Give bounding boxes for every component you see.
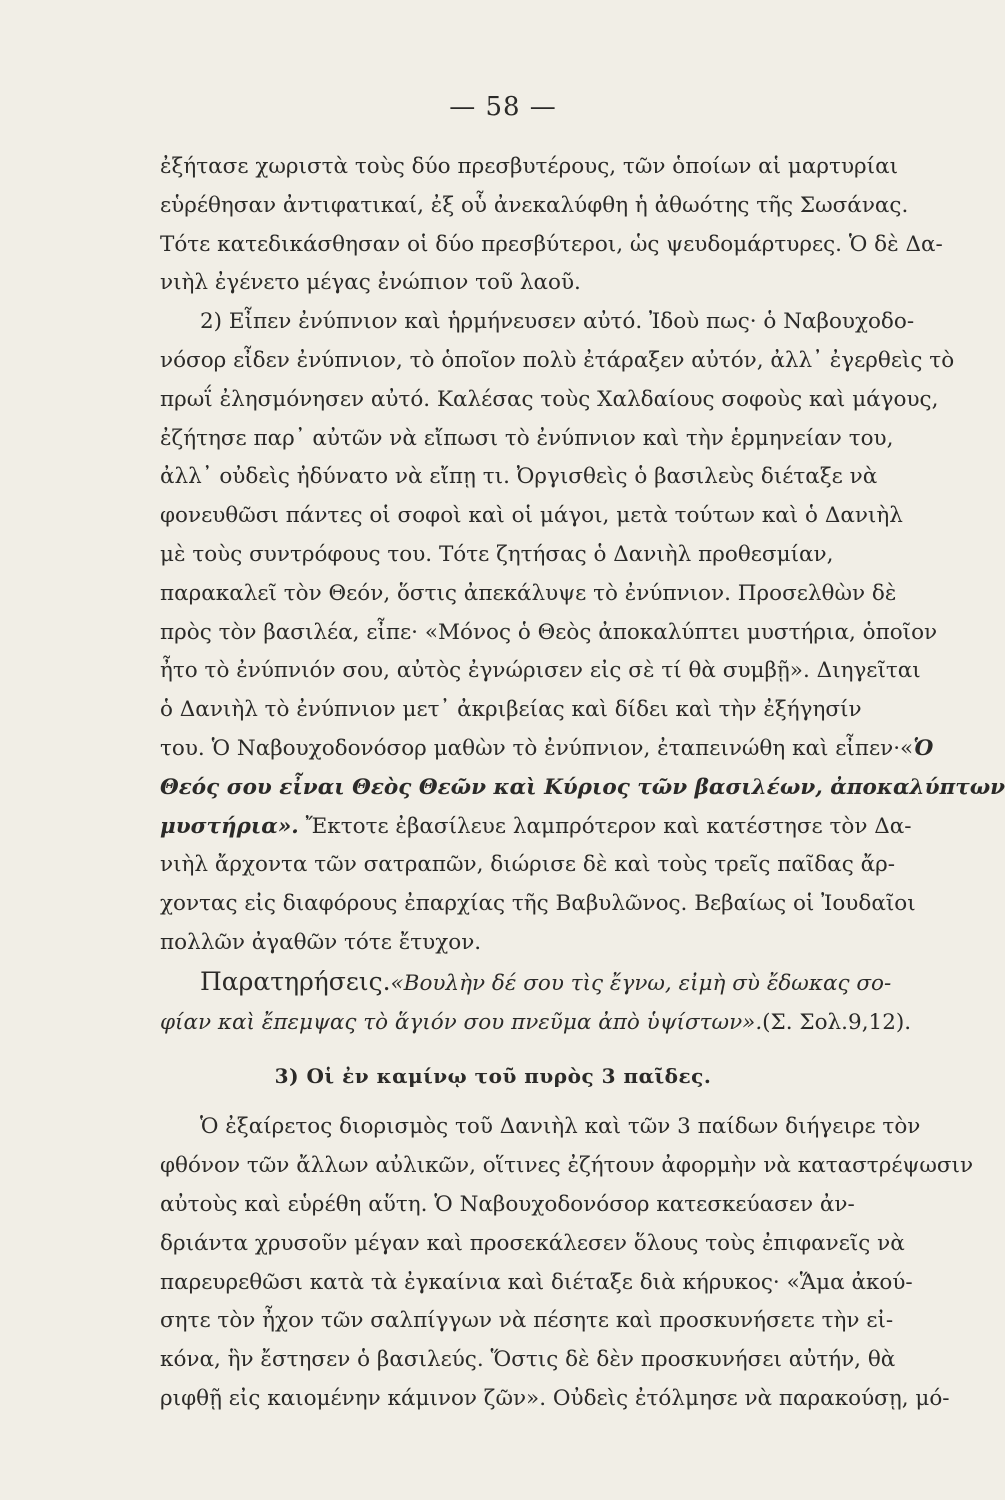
paragraph-3 — [160, 1108, 974, 1418]
text-line: πολλῶν ἀγαθῶν τότε ἔτυχον. — [160, 929, 482, 955]
text-line: παρευρεθῶσι κατὰ τὰ ἐγκαίνια καὶ διέταξε διὰ κήρυκος· «Ἅμα ἀκού- — [160, 1269, 913, 1295]
text-line: ἐξήτασε χωριστὰ τοὺς δύο πρεσβυτέρους, τῶν ὁποίων αἱ μαρτυρίαι — [160, 154, 899, 179]
text-line: φθόνον τῶν ἄλλων αὐλικῶν, οἵτινες ἐζήτουν ἀφορμὴν νὰ καταστρέψωσιν — [160, 1153, 974, 1179]
text-line: αὐτοὺς καὶ εὑρέθη αὕτη. Ὁ Ναβουχοδονόσορ κατεσκεύασεν ἀν- — [160, 1191, 855, 1217]
text-segment: του. Ὁ Ναβουχοδονόσορ μαθὼν τὸ ἐνύπνιον, ἐταπεινώθη καὶ εἶπεν·« — [160, 735, 914, 761]
text-segment: Ἔκτοτε ἐβασίλευε λαμπρότερον καὶ κατέστησε τὸν Δα- — [298, 813, 912, 839]
text-line: ἐζήτησε παρ᾽ αὐτῶν νὰ εἴπωσι τὸ ἐνύπνιον καὶ τὴν ἑρμηνείαν του, — [160, 425, 894, 451]
text-line: κόνα, ἣν ἔστησεν ὁ βασιλεύς. Ὅστις δὲ δὲν προσκυνήσει αὐτήν, θὰ — [160, 1347, 896, 1373]
observations-quote: «Βουλὴν δέ σου τὶς ἔγνω, εἰμὴ σὺ ἔδωκας σο- — [390, 970, 892, 996]
text-line — [160, 1004, 912, 1043]
text-line: 2) Εἶπεν ἐνύπνιον καὶ ἡρμήνευσεν αὐτό. Ἰδοὺ πως· ὁ Ναβουχοδο- — [200, 309, 915, 335]
text-line: εὑρέθησαν ἀντιφατικαί, ἐξ οὗ ἀνεκαλύφθη ἡ ἀθωότης τῆς Σωσάνας. — [160, 192, 909, 218]
observations-quote: φίαν καὶ ἔπεμψας τὸ ἅγιόν σου πνεῦμα ἀπὸ ὑψίστων». — [160, 1009, 763, 1035]
text-line: νιὴλ ἐγένετο μέγας ἐνώπιον τοῦ λαοῦ. — [160, 270, 581, 296]
paragraph-1 — [160, 148, 943, 303]
text-line: νόσορ εἶδεν ἐνύπνιον, τὸ ὁποῖον πολὺ ἐτάραξεν αὐτόν, ἀλλ᾽ ἐγερθεὶς τὸ — [160, 347, 955, 373]
observations-label: Παρατηρήσεις. — [200, 966, 391, 996]
text-line: νιὴλ ἄρχοντα τῶν σατραπῶν, διώρισε δὲ καὶ τοὺς τρεῖς παῖδας ἄρ- — [160, 852, 896, 878]
observations-reference: (Σ. Σολ.9,12). — [762, 1009, 912, 1035]
text-line: δριάντα χρυσοῦν μέγαν καὶ προσεκάλεσεν ὅλους τοὺς ἐπιφανεῖς νὰ — [160, 1230, 905, 1256]
text-line: ριφθῇ εἰς καιομένην κάμινον ζῶν». Οὐδεὶς ἐτόλμησε νὰ παρακούσῃ, μό- — [160, 1385, 950, 1411]
text-line: πρὸς τὸν βασιλέα, εἶπε· «Μόνος ὁ Θεὸς ἀποκαλύπτει μυστήρια, ὁποῖον — [160, 619, 938, 645]
quote-segment: Θεός σου εἶναι Θεὸς Θεῶν καὶ Κύριος τῶν βασιλέων, ἀποκαλύπτων — [160, 774, 1005, 800]
text-line: φονευθῶσι πάντες οἱ σοφοὶ καὶ οἱ μάγοι, μετὰ τούτων καὶ ὁ Δανιὴλ — [160, 503, 903, 529]
text-line — [160, 808, 912, 847]
text-line: χοντας εἰς διαφόρους ἐπαρχίας τῆς Βαβυλῶνος. Βεβαίως οἱ Ἰουδαῖοι — [160, 891, 916, 917]
text-line: μὲ τοὺς συντρόφους του. Τότε ζητήσας ὁ Δανιὴλ προθεσμίαν, — [160, 541, 834, 567]
text-line: ἀλλ᾽ οὐδεὶς ἠδύνατο νὰ εἴπῃ τι. Ὀργισθεὶς ὁ βασιλεὺς διέταξε νὰ — [160, 464, 878, 490]
quote-segment: Ὁ — [913, 735, 934, 761]
text-line — [160, 963, 892, 1004]
text-line: πρωΐ ἐλησμόνησεν αὐτό. Καλέσας τοὺς Χαλδαίους σοφοὺς καὶ μάγους, — [160, 386, 939, 412]
section-title: 3) Οἱ ἐν καμίνῳ τοῦ πυρὸς 3 παῖδες. — [274, 1064, 712, 1089]
text-line: παρακαλεῖ τὸν Θεόν, ὅστις ἀπεκάλυψε τὸ ἐνύπνιον. Προσελθὼν δὲ — [160, 580, 897, 606]
page-number: — 58 — — [449, 92, 557, 122]
text-line — [160, 730, 934, 769]
text-line — [160, 769, 1005, 808]
text-line: ὁ Δανιὴλ τὸ ἐνύπνιον μετ᾽ ἀκριβείας καὶ δίδει καὶ τὴν ἐξήγησίν — [160, 697, 862, 723]
text-line: Τότε κατεδικάσθησαν οἱ δύο πρεσβύτεροι, ὡς ψευδομάρτυρες. Ὁ δὲ Δα- — [160, 231, 943, 257]
paragraph-2 — [160, 303, 1005, 963]
text-line: σητε τὸν ἦχον τῶν σαλπίγγων νὰ πέσητε καὶ προσκυνήσετε τὴν εἰ- — [160, 1308, 894, 1334]
text-line: Ὁ ἐξαίρετος διορισμὸς τοῦ Δανιὴλ καὶ τῶν 3 παίδων διήγειρε τὸν — [200, 1114, 921, 1140]
observations — [160, 963, 912, 1043]
quote-segment: μυστήρια». — [160, 813, 299, 839]
text-line: ἦτο τὸ ἐνύπνιόν σου, αὐτὸς ἐγνώρισεν εἰς σὲ τί θὰ συμβῇ». Διηγεῖται — [160, 658, 921, 684]
